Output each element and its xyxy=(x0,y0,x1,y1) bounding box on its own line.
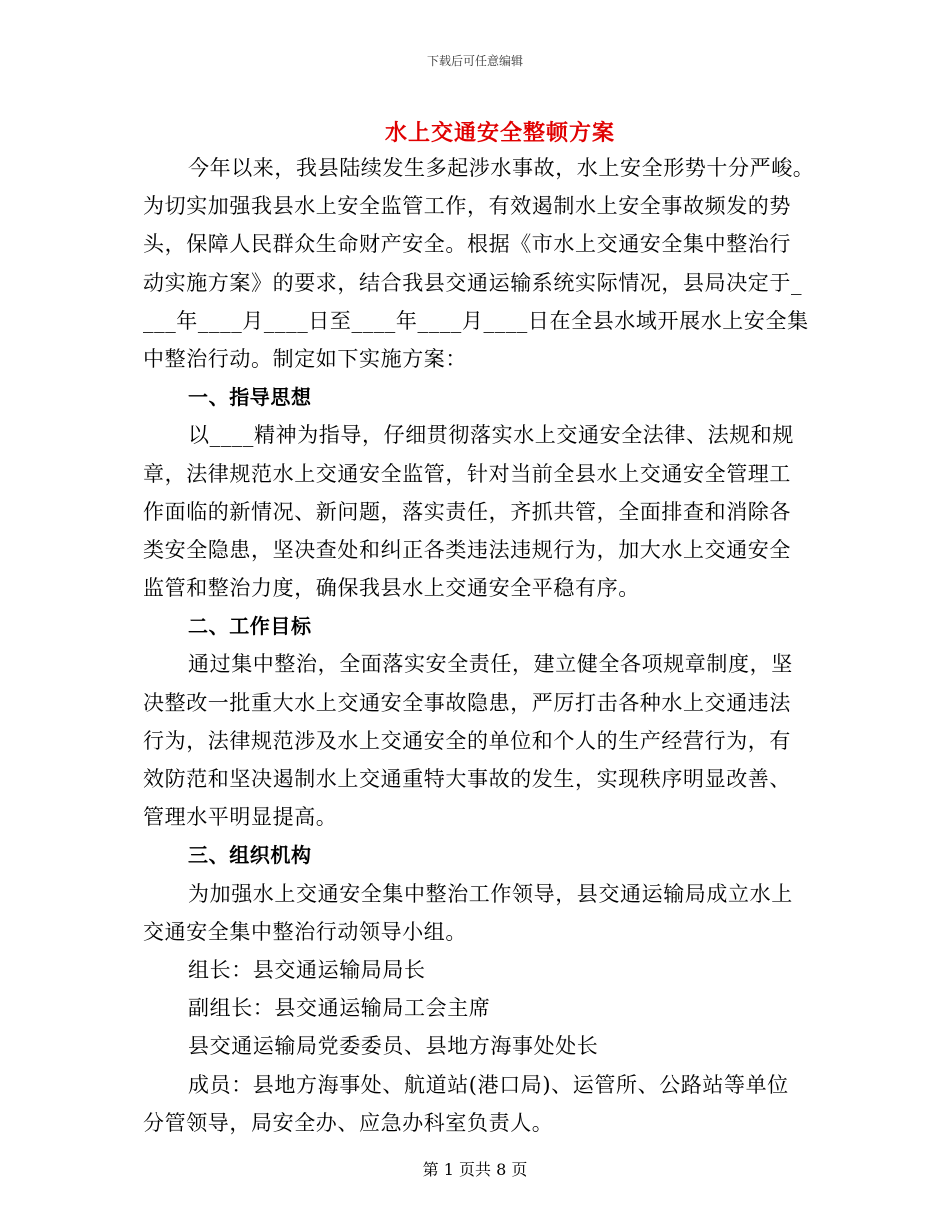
section-heading: 一、指导思想 xyxy=(188,385,312,410)
paragraph-line: 监管和整治力度，确保我县水上交通安全平稳有序。 xyxy=(143,576,640,601)
paragraph-line: 通过集中整治，全面落实安全责任，建立健全各项规章制度，坚 xyxy=(188,652,793,677)
paragraph-line: 头，保障人民群众生命财产安全。根据《市水上交通安全集中整治行 xyxy=(143,232,791,257)
paragraph-line: 组长：县交通运输局局长 xyxy=(188,957,426,982)
paragraph-line: 决整改一批重大水上交通安全事故隐患，严厉打击各种水上交通违法 xyxy=(143,690,791,715)
page-footer: 第 1 页共 8 页 xyxy=(422,1160,528,1179)
paragraph-line: 分管领导，局安全办、应急办科室负责人。 xyxy=(143,1110,554,1135)
section-heading: 三、组织机构 xyxy=(188,843,312,868)
paragraph-line: ___年____月____日至____年____月____日在全县水域开展水上安全集 xyxy=(143,308,809,333)
paragraph-line: 管理水平明显提高。 xyxy=(143,805,338,830)
paragraph-line: 章，法律规范水上交通安全监管，针对当前全县水上交通安全管理工 xyxy=(143,461,791,486)
paragraph-line: 为切实加强我县水上安全监管工作，有效遏制水上安全事故频发的势 xyxy=(143,194,791,219)
paragraph-line: 副组长：县交通运输局工会主席 xyxy=(188,996,491,1021)
paragraph-line: 效防范和坚决遏制水上交通重特大事故的发生，实现秩序明显改善、 xyxy=(143,767,791,791)
paragraph-line: 以____精神为指导，仔细贯彻落实水上交通安全法律、法规和规 xyxy=(188,423,794,448)
paragraph-line: 为加强水上交通安全集中整治工作领导，县交通运输局成立水上 xyxy=(188,881,793,906)
paragraph-line: 类安全隐患，坚决查处和纠正各类违法违规行为，加大水上交通安全 xyxy=(143,537,791,562)
paragraph-line: 今年以来，我县陆续发生多起涉水事故，水上安全形势十分严峻。 xyxy=(188,156,815,180)
paragraph-line: 行为，法律规范涉及水上交通安全的单位和个人的生产经营行为，有 xyxy=(143,728,791,753)
document-body xyxy=(143,149,823,1142)
paragraph-line: 动实施方案》的要求，结合我县交通运输系统实际情况，县局决定于_ xyxy=(143,270,803,295)
paragraph-line: 作面临的新情况、新问题，落实责任，齐抓共管，全面排查和消除各 xyxy=(143,499,791,524)
paragraph-line: 成员：县地方海事处、航道站(港口局)、运管所、公路站等单位 xyxy=(188,1072,789,1097)
paragraph-line: 交通安全集中整治行动领导小组。 xyxy=(143,919,467,944)
section-heading: 二、工作目标 xyxy=(188,614,312,639)
page-header: 下载后可任意编辑 xyxy=(426,54,523,68)
document-title: 水上交通安全整顿方案 xyxy=(384,121,615,146)
paragraph-line: 县交通运输局党委委员、县地方海事处处长 xyxy=(188,1034,599,1059)
paragraph-line: 中整治行动。制定如下实施方案： xyxy=(143,346,467,371)
